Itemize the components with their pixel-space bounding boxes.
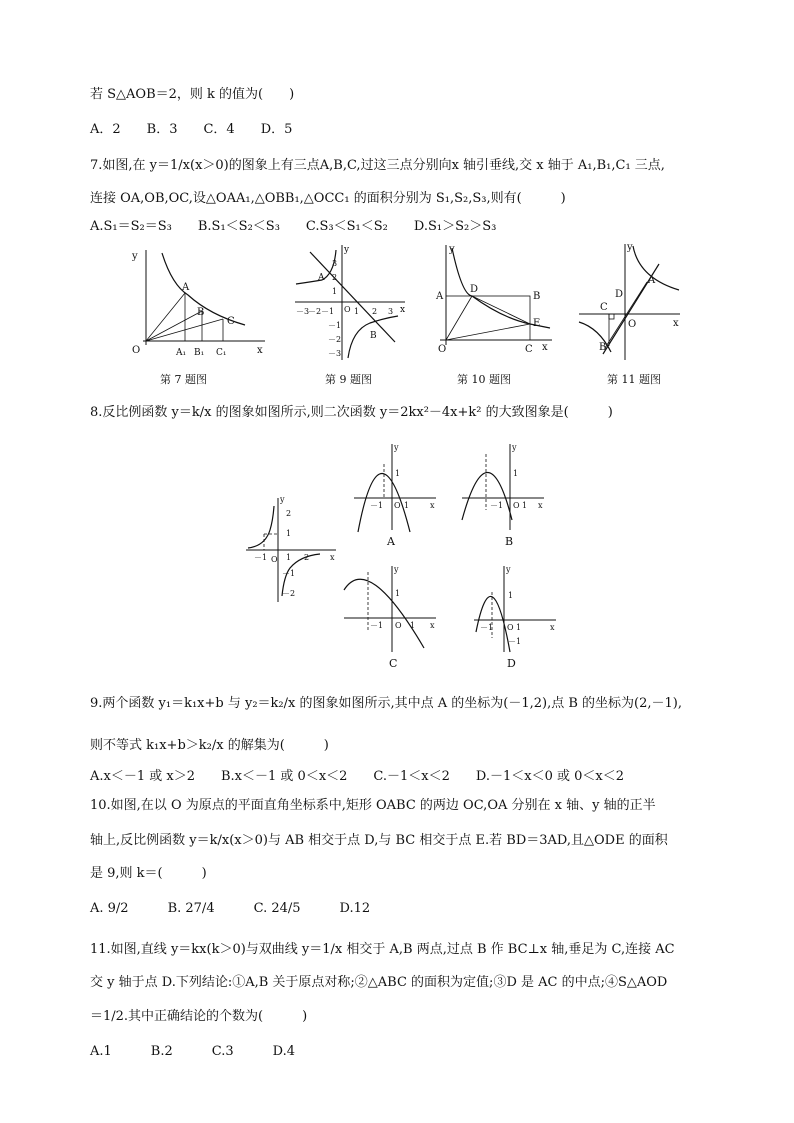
fig11-label: C [600, 302, 608, 313]
fig10-label: O [438, 344, 447, 355]
q7-stem-line2: 连接 OA,OB,OC,设△OAA₁,△OBB₁,△OCC₁ 的面积分别为 S₁,S₂,S₃,则有( ) [90, 191, 566, 206]
figure-8-option-b [458, 440, 548, 535]
fig9-label: y [344, 245, 350, 255]
fig11-label: A [648, 275, 656, 286]
fig9-label: O [344, 305, 351, 314]
fig9-label: －2 [328, 335, 342, 344]
fig7-label: C [227, 316, 235, 327]
q8-option-a-label: A [387, 535, 395, 548]
fig8b-label: y [512, 443, 517, 452]
fig9-label: 1 [332, 287, 338, 296]
fig10-label: y [449, 244, 455, 255]
fig10-label: B [533, 291, 541, 302]
fig10-label: x [542, 342, 548, 353]
fig11-label: O [628, 319, 637, 330]
fig9-label: B [370, 331, 377, 341]
fig9-label: －2 [308, 307, 322, 316]
fig8b-label: O [513, 501, 520, 510]
fig8-label: 1 [286, 553, 292, 562]
fig7-label: C₁ [216, 348, 227, 358]
fig8-label: －2 [282, 589, 296, 598]
q8-option-b-label: B [505, 535, 514, 548]
fig7-label: B [197, 307, 205, 318]
fig7-label: A [182, 282, 190, 293]
q11-stem-line2: 交 y 轴于点 D.下列结论:①A,B 关于原点对称;②△ABC 的面积为定值;③D 是 AC 的中点;④S△AOD [90, 975, 668, 990]
fig7-label: x [257, 345, 263, 356]
q6-options: A．2 B．3 C．4 D．5 [90, 122, 293, 137]
fig10-caption: 第 10 题图 [457, 373, 511, 386]
figure-10 [432, 240, 557, 365]
fig8a-label: －1 [370, 501, 384, 510]
fig8-label: O [271, 555, 278, 564]
fig7-label: B₁ [194, 348, 205, 358]
fig8d-label: 1 [516, 623, 522, 632]
fig9-label: －3 [328, 349, 342, 358]
q10-options: A. 9/2 B. 27/4 C. 24/5 D.12 [90, 901, 371, 916]
figure-8-hyperbola [240, 490, 340, 605]
fig8a-label: y [394, 443, 399, 452]
fig8d-label: O [507, 623, 514, 632]
fig9-label: 1 [354, 307, 360, 316]
fig11-label: B [599, 342, 607, 353]
fig8b-label: 1 [522, 501, 528, 510]
q8-option-c-label: C [389, 657, 398, 670]
q8-stem: 8.反比例函数 y＝k/x 的图象如图所示,则二次函数 y＝2kx²－4x+k² 的大致图象是( ) [90, 405, 613, 420]
q9-stem-line2: 则不等式 k₁x+b＞k₂/x 的解集为( ) [90, 738, 329, 753]
fig8a-label: O [394, 501, 401, 510]
fig8a-label: 1 [395, 469, 401, 478]
fig8c-label: 1 [410, 621, 416, 630]
fig8b-label: 1 [513, 469, 519, 478]
q10-stem-line2: 轴上,反比例函数 y＝k/x(x＞0)与 AB 相交于点 D,与 BC 相交于点 E.若 BD＝3AD,且△ODE 的面积 [90, 833, 668, 848]
fig8b-label: －1 [490, 501, 504, 510]
fig7-label: A₁ [176, 348, 187, 358]
figure-8-option-d [470, 562, 560, 657]
fig9-label: 2 [372, 307, 378, 316]
fig7-label: y [132, 251, 138, 262]
fig10-label: C [525, 344, 533, 355]
fig7-caption: 第 7 题图 [160, 373, 207, 386]
fig8-label: 2 [286, 509, 292, 518]
q11-options: A.1 B.2 C.3 D.4 [90, 1044, 295, 1059]
fig8d-label: －1 [508, 637, 522, 646]
fig10-label: E [533, 318, 541, 329]
fig8d-label: y [506, 565, 511, 574]
q10-stem-line1: 10.如图,在以 O 为原点的平面直角坐标系中,矩形 OABC 的两边 OC,OA 分别在 x 轴、y 轴的正半 [90, 798, 656, 813]
fig7-label: O [132, 345, 141, 356]
fig11-label: y [627, 242, 633, 253]
fig9-caption: 第 9 题图 [325, 373, 372, 386]
fig9-label: －3 [296, 307, 310, 316]
figure-11 [575, 240, 685, 365]
q11-stem-line3: ＝1/2.其中正确结论的个数为( ) [90, 1009, 308, 1024]
fig8-label: x [330, 553, 335, 562]
q11-stem-line1: 11.如图,直线 y＝kx(k＞0)与双曲线 y＝1/x 相交于 A,B 两点,过点 B 作 BC⊥x 轴,垂足为 C,连接 AC [90, 942, 675, 957]
figure-9 [290, 240, 410, 365]
q9-stem-line1: 9.两个函数 y₁＝k₁x+b 与 y₂＝k₂/x 的图象如图所示,其中点 A 的坐标为(－1,2),点 B 的坐标为(2,－1), [90, 696, 682, 711]
fig8-label: 2 [304, 553, 310, 562]
fig9-label: x [400, 305, 406, 315]
fig8-label: －1 [282, 569, 296, 578]
figure-8-option-a [350, 440, 440, 535]
fig8a-label: 1 [404, 501, 410, 510]
fig8c-label: －1 [370, 621, 384, 630]
fig9-label: 2 [332, 273, 338, 282]
fig8-label: y [280, 495, 285, 504]
fig11-label: D [615, 289, 624, 300]
fig8d-label: －1 [480, 623, 494, 632]
q10-stem-line3: 是 9,则 k＝( ) [90, 866, 207, 881]
fig8-label: －1 [254, 553, 268, 562]
q7-options: A.S₁＝S₂＝S₃ B.S₁＜S₂＜S₃ C.S₃＜S₁＜S₂ D.S₁＞S₂＞S₃ [90, 219, 497, 234]
fig8c-label: y [394, 565, 399, 574]
fig8-label: 1 [286, 529, 292, 538]
fig8c-label: x [430, 621, 435, 630]
fig9-label: 3 [388, 307, 394, 316]
fig10-label: D [470, 284, 479, 295]
figure-8-option-c [340, 562, 440, 657]
fig9-label: A [318, 273, 325, 283]
q7-stem-line1: 7.如图,在 y＝1/x(x＞0)的图象上有三点A,B,C,过这三点分别向x 轴引垂线,交 x 轴于 A₁,B₁,C₁ 三点, [90, 158, 665, 173]
q9-options: A.x＜－1 或 x＞2 B.x＜－1 或 0＜x＜2 C.－1＜x＜2 D.－1＜x＜0 或 0＜x＜2 [90, 769, 625, 784]
fig9-label: －1 [321, 307, 335, 316]
fig9-label: 3 [332, 259, 338, 268]
fig10-label: A [436, 291, 444, 302]
q8-option-d-label: D [507, 657, 516, 670]
fig8c-label: 1 [395, 589, 401, 598]
fig9-label: －1 [328, 321, 342, 330]
fig11-caption: 第 11 题图 [607, 373, 661, 386]
fig11-label: x [673, 318, 679, 329]
fig8d-label: 1 [508, 591, 514, 600]
q6-stem: 若 S△AOB＝2，则 k 的值为( ) [90, 87, 295, 102]
fig8b-label: x [538, 501, 543, 510]
fig8d-label: x [550, 623, 555, 632]
fig8c-label: O [395, 621, 402, 630]
figure-7 [110, 245, 270, 365]
fig8a-label: x [430, 501, 435, 510]
